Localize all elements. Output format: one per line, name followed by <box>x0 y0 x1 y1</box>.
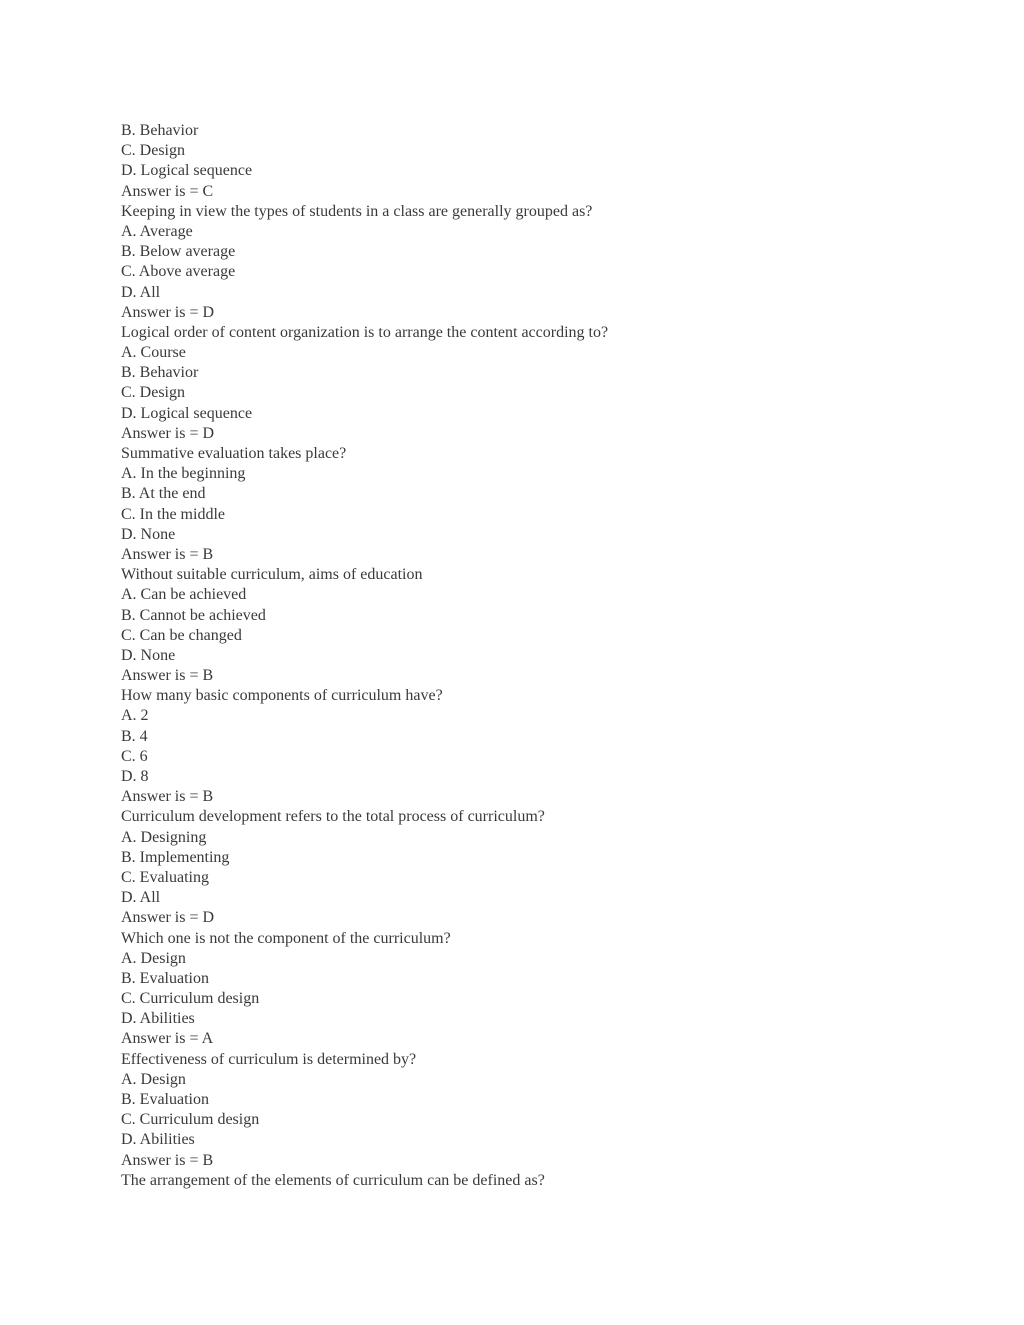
answer-line: Answer is = B <box>121 788 214 806</box>
option-line: C. Can be changed <box>121 626 242 644</box>
option-line: D. Abilities <box>121 1131 195 1149</box>
answer-line: Answer is = B <box>121 545 214 563</box>
answer-line: Answer is = C <box>121 182 214 200</box>
option-line: B. 4 <box>121 727 148 745</box>
question-line: Summative evaluation takes place? <box>121 445 347 462</box>
option-line: A. In the beginning <box>121 465 246 483</box>
option-line: B. Evaluation <box>121 1091 209 1108</box>
option-line: C. In the middle <box>121 505 225 523</box>
option-line: D. Logical sequence <box>121 404 253 422</box>
question-line: Curriculum development refers to the total process of curriculum? <box>121 808 545 826</box>
option-line: C. Evaluating <box>121 868 209 886</box>
option-line: D. Logical sequence <box>121 162 253 180</box>
question-line: Logical order of content organization is to arrange the content according to? <box>121 323 609 341</box>
option-line: C. Above average <box>121 263 236 281</box>
answer-line: Answer is = D <box>121 424 215 442</box>
question-line: Keeping in view the types of students in a class are generally grouped as? <box>121 202 593 220</box>
option-line: B. Behavior <box>121 122 199 139</box>
option-line: A. Course <box>121 344 186 362</box>
answer-line: Answer is = B <box>121 1151 214 1169</box>
question-line: Without suitable curriculum, aims of education <box>121 566 423 584</box>
option-line: C. 6 <box>121 747 148 765</box>
question-line: The arrangement of the elements of curriculum can be defined as? <box>121 1171 545 1189</box>
option-line: D. None <box>121 525 176 543</box>
option-line: D. 8 <box>121 768 149 785</box>
answer-line: Answer is = B <box>121 667 214 685</box>
option-line: D. None <box>121 646 176 664</box>
option-line: D. Abilities <box>121 1010 195 1028</box>
option-line: A. Average <box>121 222 193 240</box>
option-line: A. Designing <box>121 828 207 846</box>
answer-line: Answer is = D <box>121 303 215 321</box>
option-line: C. Curriculum design <box>121 990 260 1008</box>
question-line: How many basic components of curriculum have? <box>121 687 443 705</box>
option-line: A. Design <box>121 1070 186 1088</box>
option-line: B. Behavior <box>121 364 199 382</box>
answer-line: Answer is = A <box>121 1030 214 1048</box>
option-line: D. All <box>121 889 161 907</box>
option-line: A. Design <box>121 949 186 967</box>
option-line: A. Can be achieved <box>121 586 247 604</box>
option-line: A. 2 <box>121 707 149 725</box>
option-line: B. Implementing <box>121 848 230 866</box>
option-line: B. Cannot be achieved <box>121 606 266 624</box>
answer-line: Answer is = D <box>121 909 215 927</box>
option-line: D. All <box>121 283 161 301</box>
option-line: B. At the end <box>121 485 206 503</box>
question-line: Effectiveness of curriculum is determined by? <box>121 1050 417 1068</box>
document-page <box>121 121 981 1191</box>
option-line: C. Design <box>121 142 185 160</box>
option-line: B. Below average <box>121 243 236 261</box>
option-line: C. Curriculum design <box>121 1111 260 1129</box>
question-line: Which one is not the component of the curriculum? <box>121 929 451 947</box>
option-line: B. Evaluation <box>121 969 209 987</box>
option-line: C. Design <box>121 384 185 402</box>
